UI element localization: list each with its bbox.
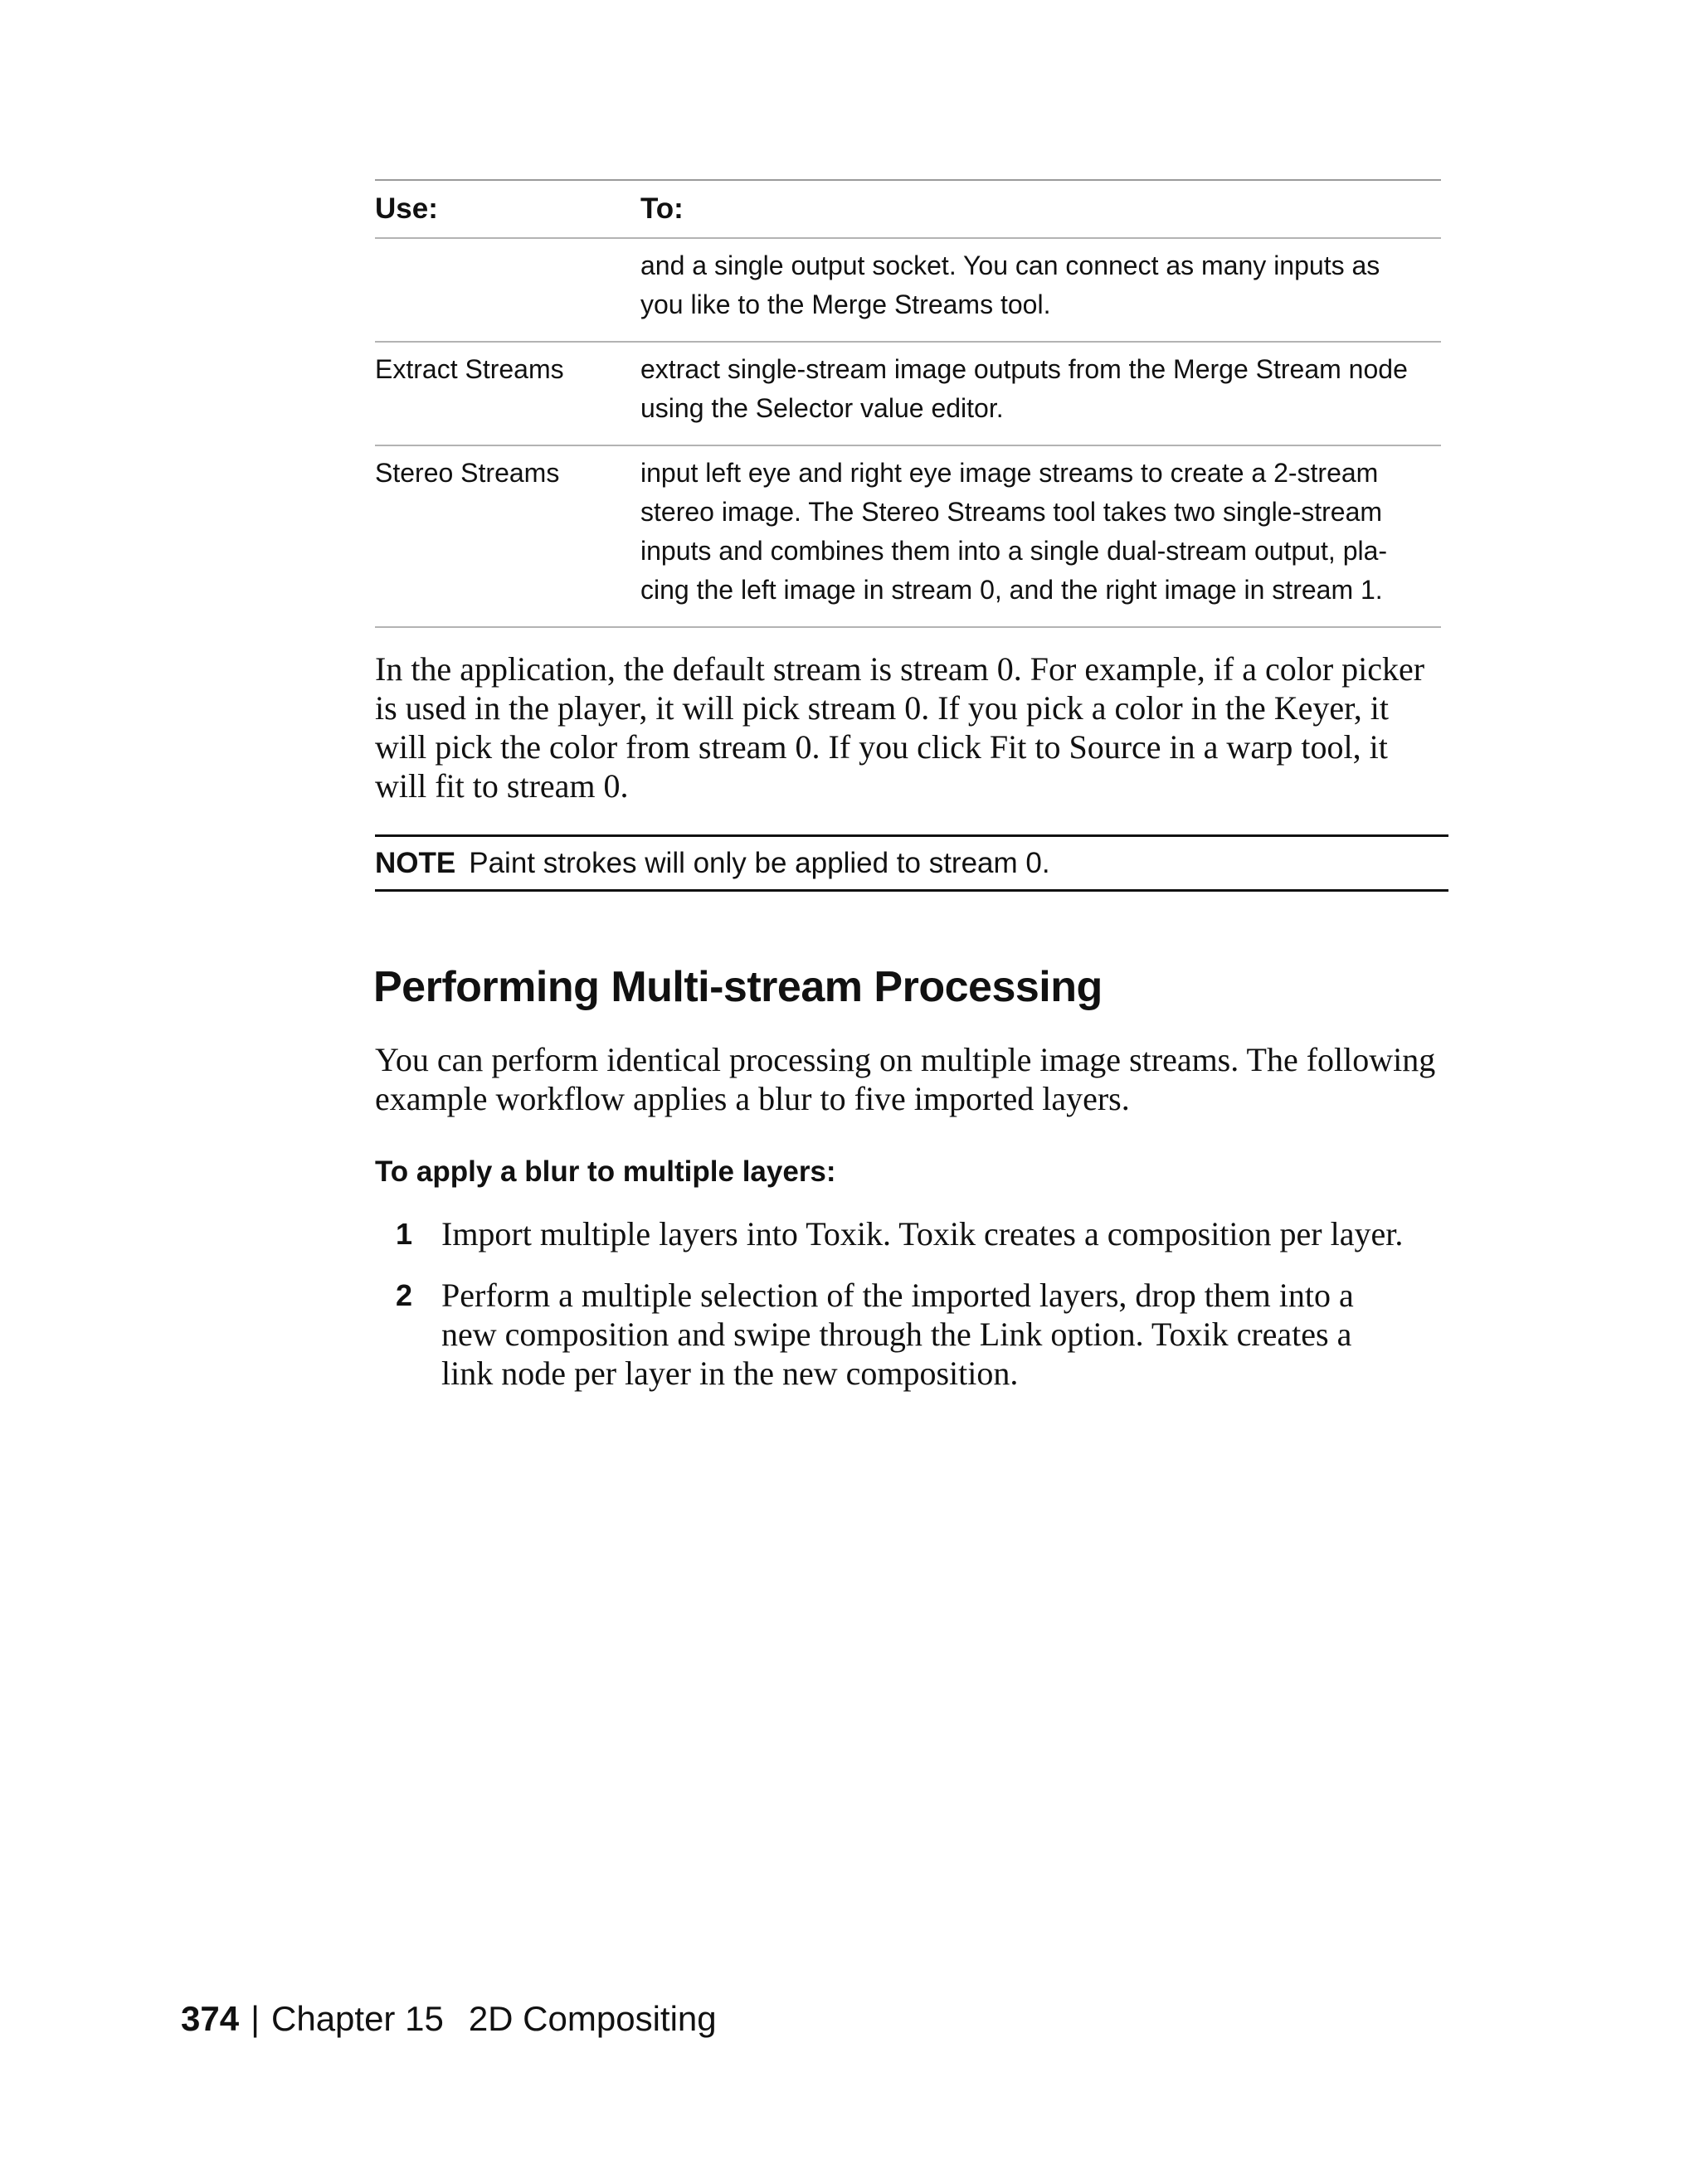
text-line: new composition and swipe through the Link option. Toxik creates a [441, 1316, 1352, 1353]
table-header-row [375, 181, 1441, 239]
use-to-table [375, 179, 1441, 628]
text-line: inputs and combines them into a single dual-stream output, pla- [640, 536, 1388, 566]
table-cell-to [640, 350, 1441, 428]
step-number: 2 [396, 1278, 413, 1312]
text-line: will pick the color from stream 0. If you click Fit to Source in a warp tool, it [375, 728, 1388, 766]
text-line: you like to the Merge Streams tool. [640, 289, 1051, 319]
table-cell-to [640, 454, 1441, 610]
table-row [375, 446, 1441, 628]
table-header-to: To: [640, 192, 684, 225]
table-row [375, 239, 1441, 343]
text-line: Perform a multiple selection of the imported layers, drop them into a [441, 1277, 1354, 1314]
text-line: input left eye and right eye image streams to create a 2-stream [640, 458, 1379, 488]
text-line: extract single-stream image outputs from the Merge Stream node [640, 354, 1408, 384]
body-paragraph-default-stream [375, 649, 1449, 805]
text-line: Import multiple layers into Toxik. Toxik creates a composition per layer. [441, 1215, 1404, 1253]
step-text [441, 1276, 1453, 1393]
procedure-title: To apply a blur to multiple layers: [375, 1155, 836, 1188]
note-box [375, 834, 1448, 892]
text-line: stereo image. The Stereo Streams tool takes two single-stream [640, 497, 1383, 527]
text-line: is used in the player, it will pick stream 0. If you pick a color in the Keyer, it [375, 689, 1390, 727]
table-cell-to [640, 246, 1441, 324]
step-text [441, 1214, 1453, 1253]
table-cell-use: Extract Streams [375, 354, 564, 384]
text-line: using the Selector value editor. [640, 393, 1004, 423]
list-item [375, 1276, 1453, 1393]
body-paragraph-intro [375, 1040, 1449, 1118]
text-line: You can perform identical processing on multiple image streams. The following [375, 1041, 1436, 1078]
table-row [375, 343, 1441, 446]
page-number: 374 [181, 1999, 240, 2038]
list-item [375, 1214, 1453, 1253]
text-line: example workflow applies a blur to five imported layers. [375, 1080, 1130, 1117]
table-cell-use: Stereo Streams [375, 458, 560, 488]
text-line: link node per layer in the new composition. [441, 1355, 1019, 1392]
page-footer [181, 1999, 717, 2039]
step-number: 1 [396, 1217, 413, 1251]
text-line: will fit to stream 0. [375, 767, 629, 805]
procedure-steps [375, 1214, 1453, 1415]
text-line: In the application, the default stream is stream 0. For example, if a color picker [375, 650, 1425, 688]
footer-chapter: Chapter 15 [271, 1999, 444, 2038]
note-label: NOTE [375, 846, 456, 879]
table-cell-use [375, 246, 640, 324]
footer-separator: | [251, 1999, 260, 2038]
text-line: and a single output socket. You can connect as many inputs as [640, 251, 1380, 280]
footer-chapter-title: 2D Compositing [468, 1999, 717, 2038]
text-line: cing the left image in stream 0, and the right image in stream 1. [640, 575, 1383, 605]
table-header-use: Use: [375, 192, 438, 225]
section-heading: Performing Multi-stream Processing [373, 963, 1103, 1011]
note-text: Paint strokes will only be applied to stream 0. [469, 846, 1050, 879]
